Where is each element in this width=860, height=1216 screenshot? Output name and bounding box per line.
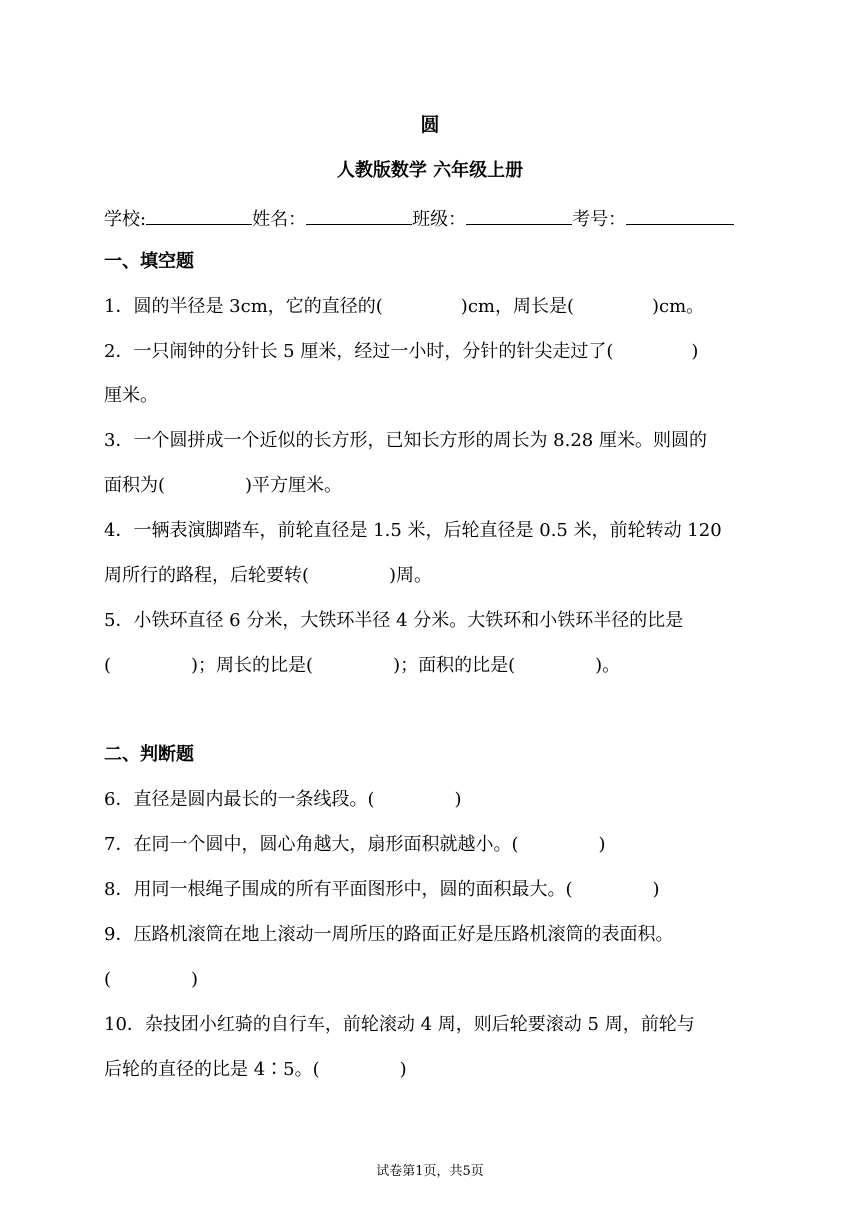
question-8: 8．用同一根绳子围成的所有平面图形中，圆的面积最大。( )	[104, 879, 660, 900]
exam-no-blank[interactable]	[626, 206, 734, 225]
question-2-cont: 厘米。	[104, 385, 158, 406]
exam-no-label: 考号：	[572, 209, 627, 230]
question-7: 7．在同一个圆中，圆心角越大，扇形面积就越小。( )	[104, 834, 606, 855]
question-3: 3．一个圆拼成一个近似的长方形，已知长方形的周长为 8.28 厘米。则圆的	[104, 430, 707, 451]
question-10: 10．杂技团小红骑的自行车，前轮滚动 4 周，则后轮要滚动 5 周，前轮与	[104, 1014, 695, 1035]
question-5-cont: ( )；周长的比是( )；面积的比是( )。	[104, 655, 621, 676]
page-title: 圆	[420, 114, 440, 136]
question-9: 9．压路机滚筒在地上滚动一周所压的路面正好是压路机滚筒的表面积。	[104, 924, 674, 945]
question-1: 1．圆的半径是 3cm，它的直径的( )cm，周长是( )cm。	[104, 296, 705, 317]
student-info-row	[104, 206, 764, 231]
name-blank[interactable]	[306, 206, 412, 225]
question-3-cont: 面积为( )平方厘米。	[104, 475, 343, 496]
question-4-cont: 周所行的路程，后轮要转( )周。	[104, 565, 433, 586]
question-6: 6．直径是圆内最长的一条线段。( )	[104, 789, 462, 810]
section-heading-judge: 二、判断题	[104, 744, 194, 765]
class-label: 班级：	[412, 209, 467, 230]
page-footer: 试卷第1页，共5页	[376, 1164, 484, 1179]
section-heading-fill: 一、填空题	[104, 251, 194, 272]
question-2: 2．一只闹钟的分针长 5 厘米，经过一小时，分针的针尖走过了( )	[104, 341, 699, 362]
school-blank[interactable]	[146, 206, 252, 225]
class-blank[interactable]	[466, 206, 572, 225]
name-label: 姓名：	[252, 209, 307, 230]
page-subtitle: 人教版数学 六年级上册	[336, 160, 524, 181]
question-10-cont: 后轮的直径的比是 4∶5。( )	[104, 1059, 407, 1080]
question-9-cont: ( )	[104, 969, 199, 990]
question-4: 4．一辆表演脚踏车，前轮直径是 1.5 米，后轮直径是 0.5 米，前轮转动 120	[104, 520, 722, 541]
question-5: 5．小铁环直径 6 分米，大铁环半径 4 分米。大铁环和小铁环半径的比是	[104, 610, 684, 631]
school-label: 学校:	[104, 209, 147, 230]
